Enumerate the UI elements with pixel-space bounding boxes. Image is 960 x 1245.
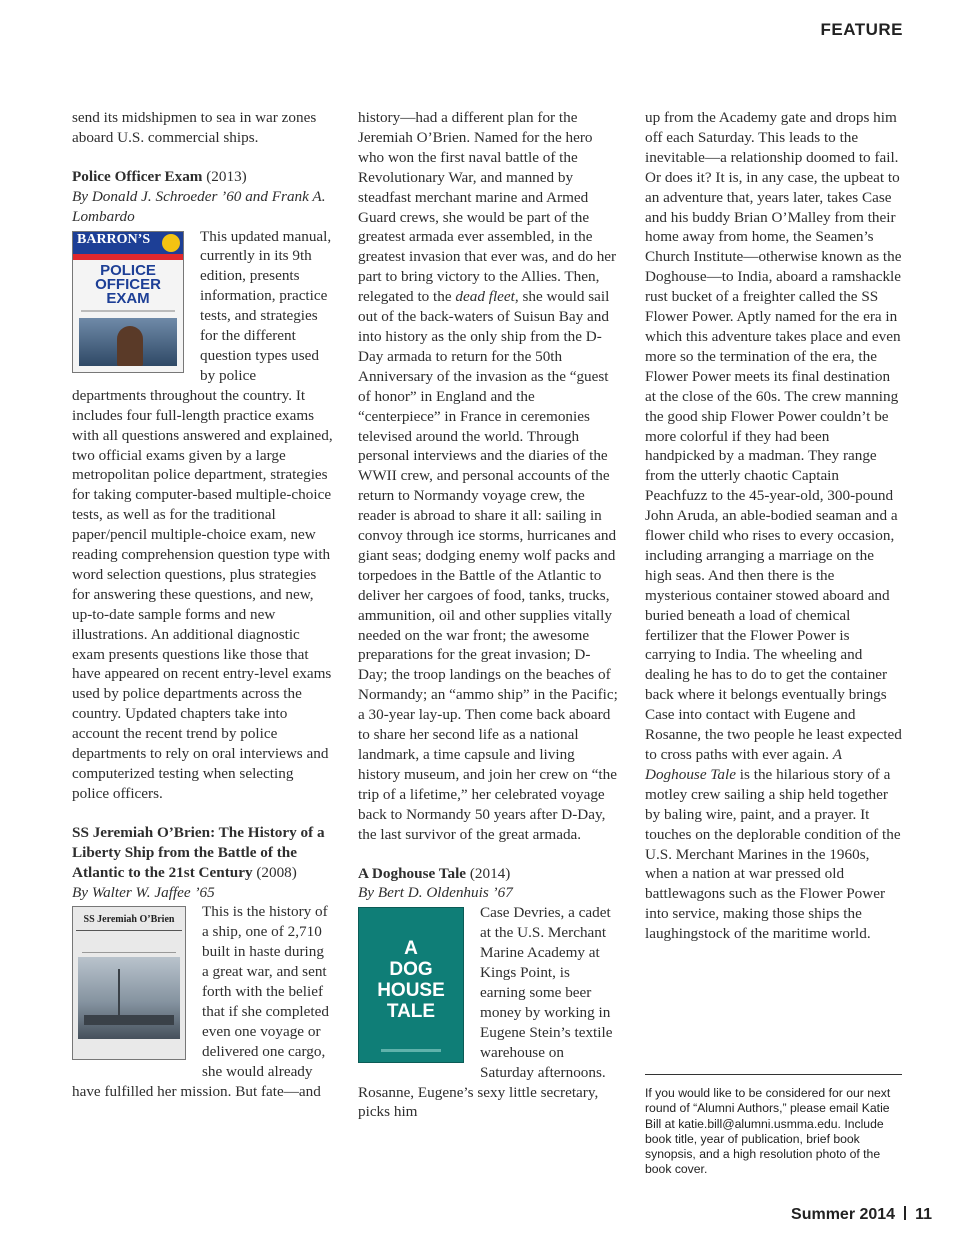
- page-footer: [791, 1206, 932, 1224]
- article-text: up from the Academy gate and drops him off each Saturday. This leads to the inevitable—a relationship doomed to fail. Or does it? It is, in any case, the upbeat to an adventure that, years later, takes Case and his buddy Brian O’Malley from their home away from home, the Seamen’s Church Institute—otherwise known as the Doghouse—to India, aboard a ramshackle rust bucket of a freighter called the SS Flower Power. Aptly named for the era in which this adventure takes place and even more so the termination of the era, the Flower Power meets its final destination at the close of the 60s. The crew manning the good ship Flower Power couldn’t be more colorful if they had been handpicked by a madman. They range from the utterly chaotic Captain Peachfuzz to the 45-year-old, 300-pound John Aruda, an able-bodied seaman and a flower child who rises to every occasion, including arranging a marriage on the high seas. And then there is the mysterious container stowed aboard and buried beneath a load of chemical fertilizer that the Flower Power is carrying to India. The wheeling and dealing he has to do to get the container back where it belongs eventually brings Case into contact with Eugene and Rosanne, the two people he least expected to cross paths with ever again. A Doghouse Tale is the hilarious story of a motley crew sailing a ship held together by baling wire, paint, and a prayer. It touches on the deplorable condition of the U.S. Merchant Marines in the 1960s, when a nation at war pressed old battlewagons such as the Flower Power into service, making those ships the laughingstock of the maritime world.: [645, 109, 902, 943]
- book-cover-image: [72, 231, 184, 373]
- book-description: This is the history of a ship, one of 2,710 built in haste during a great war, and sent forth with the belief that if she completed even one voyage or delivered one cargo, she would already have fulfilled her mission. But fate—and: [72, 903, 329, 1100]
- book-year: (2008): [252, 863, 297, 881]
- book-byline: By Donald J. Schroeder ’60 and Frank A. Lombardo: [72, 187, 326, 225]
- intro-continuation: send its midshipmen to sea in war zones aboard U.S. commercial ships.: [72, 109, 317, 146]
- footer-divider: [904, 1206, 906, 1220]
- book-title: Police Officer Exam: [72, 167, 203, 185]
- book-cover-image: [358, 907, 464, 1063]
- book-entry: [358, 903, 618, 1122]
- book-entry: [72, 227, 334, 804]
- book-heading: [358, 864, 618, 884]
- article-text: history—had a different plan for the Jeremiah O’Brien. Named for the hero who won the first naval battle of the Revolutionary War, and manned by steadfast merchant marine and Armed Guard crews, she would be part of the greatest armada ever assembled, in the greatest invasion that ever was, and do her part to bring victory to the Allies. Then, relegated to the dead fleet, she would sail out of the back-waters of Suisun Bay and into history as the only ship from the D-Day armada to return for the 50th Anniversary of the invasion as the “guest of honor” in England and the “centerpiece” in France in ceremonies televised around the world. Through personal interviews and the diaries of the WWII crew, and personal accounts of the return to Normandy voyage crew, the reader is abroad to share it all: sailing in convoy through ice storms, hurricanes and giant seas; dodging enemy wolf packs and torpedoes in the Battle of the Atlantic to deliver her cargoes of food, tanks, trucks, ammunition, oil and other supplies vitally needed on the war front; the awesome preparations for the great invasion; D-Day; the troop landings on the beaches of Normandy; an “ammo ship” in the Pacific; a 30-year lay-up. Then come back aboard to share her second life as a national landmark, a time capsule and living history museum, and join her crew on “the trip of a lifetime,” her celebrated voyage back to Normandy 50 years after D-Day, the last survivor of the great armada.: [358, 109, 618, 843]
- cover-title: POLICE OFFICER EXAM: [95, 261, 161, 307]
- submission-note: If you would like to be considered for our next round of “Alumni Authors,” please email Katie Bill at katie.bill@alumni.usmma.edu. Include book title, year of publication, brief book synopsis, and a high resolution photo of the book cover.: [645, 1086, 891, 1177]
- cover-photo: [78, 957, 180, 1039]
- book-year: (2014): [466, 864, 511, 882]
- column-1: [72, 108, 334, 1102]
- page-number: 11: [915, 1206, 932, 1223]
- book-byline: By Bert D. Oldenhuis ’67: [358, 884, 513, 902]
- book-description: This updated manual, currently in its 9th edition, presents information, practice tests, and strategies for the different question types used by police departments throughout the country. It includes four full-length practice exams with all questions answered and explained, two official exams given by a large metropolitan police department, strategies for taking computer-based multiple-choice tests, as well as for the traditional paper/pencil multiple-choice exam, new reading comprehension question type with word selection questions, plus strategies for answering these questions, and new, up-to-date sample forms and new illustrations. An additional diagnostic exam presents questions like those that have appeared on recent entry-level exams used by police departments across the country. Updated chapters take into account the recent trend by police departments to rely on oral interviews and computerized testing when selecting police officers.: [72, 227, 333, 802]
- book-heading: [72, 823, 334, 883]
- book-description: Case Devries, a cadet at the U.S. Merchant Marine Academy at Kings Point, is earning some beer money by working in Eugene Stein’s textile warehouse on Saturday afternoons. Rosanne, Eugene’s sexy little secretary, picks him: [358, 904, 613, 1121]
- column-3: [645, 108, 902, 944]
- section-label: FEATURE: [820, 20, 903, 39]
- cover-brand: BARRON’S: [73, 232, 183, 254]
- book-byline: By Walter W. Jaffee ’65: [72, 883, 215, 901]
- book-title: SS Jeremiah O’Brien: The History of a Liberty Ship from the Battle of the Atlantic to the 21st Century: [72, 823, 325, 881]
- cover-badge-icon: [162, 234, 180, 252]
- cover-title: SS Jeremiah O’Brien: [76, 910, 182, 931]
- issue-label: Summer 2014: [791, 1206, 896, 1223]
- book-year: (2013): [202, 167, 247, 185]
- column-2: [358, 108, 618, 1122]
- cover-title: A DOG HOUSE TALE: [377, 938, 445, 1023]
- book-title: A Doghouse Tale: [358, 864, 467, 882]
- book-heading: [72, 167, 334, 187]
- divider: [645, 1074, 902, 1075]
- book-entry: [72, 902, 334, 1101]
- book-cover-image: [72, 906, 186, 1060]
